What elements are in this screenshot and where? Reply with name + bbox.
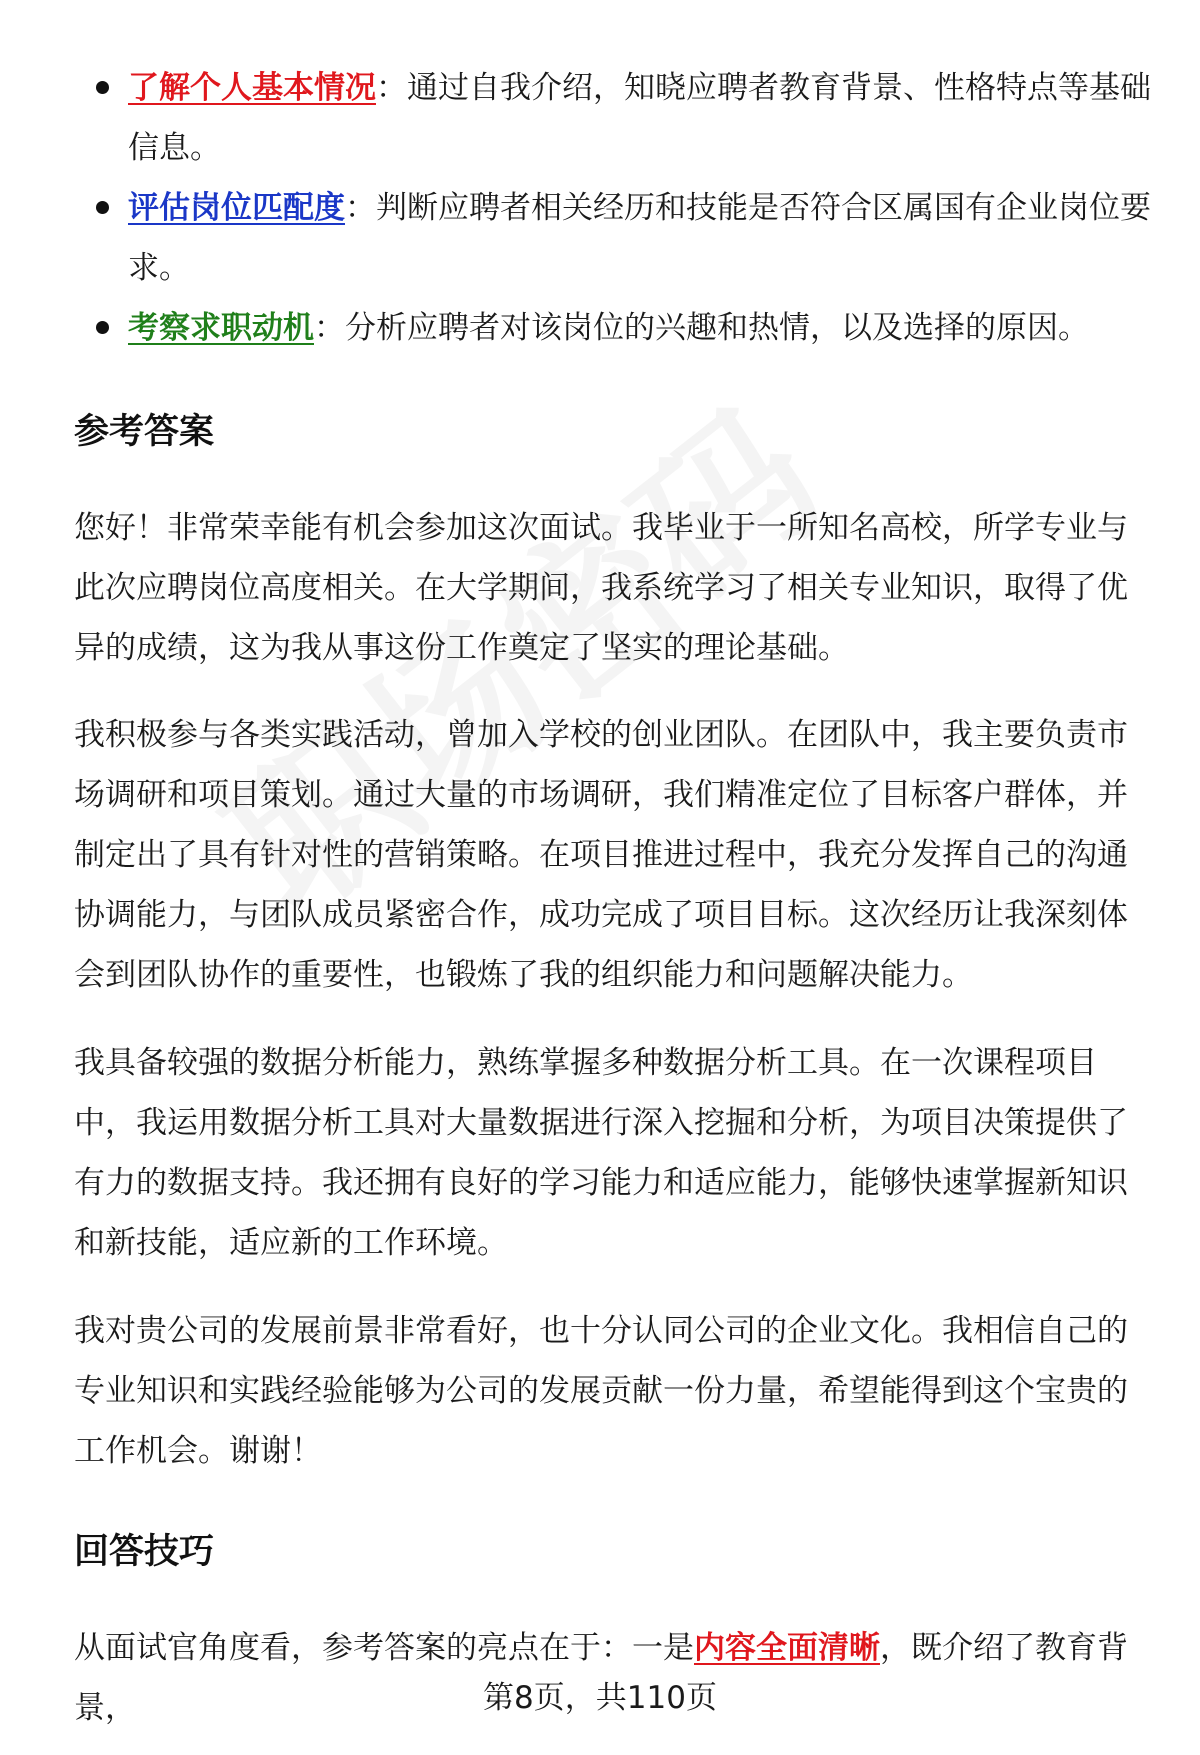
answer-paragraph: 我对贵公司的发展前景非常看好，也十分认同公司的企业文化。我相信自己的专业知识和实践经验能够为公司的发展贡献一份力量，希望能得到这个宝贵的工作机会。谢谢！ (74, 1313, 1128, 1469)
highlight-label: 评估岗位匹配度 (128, 190, 345, 226)
list-item-text: ：分析应聘者对该岗位的兴趣和热情，以及选择的原因。 (314, 310, 1089, 346)
section-heading-answer: 参考答案 (74, 412, 215, 452)
tips-lead: 从面试官角度看，参考答案的亮点在于：一是 (74, 1630, 694, 1666)
answer-paragraph: 我具备较强的数据分析能力，熟练掌握多种数据分析工具。在一次课程项目中，我运用数据分析工具对大量数据进行深入挖掘和分析，为项目决策提供了有力的数据支持。我还拥有良好的学习能力和适应能力，能够快速掌握新知识和新技能，适应新的工作环境。 (74, 1045, 1128, 1261)
list-item-text: ：通过自我介绍，知晓应聘者教育背景、性格特点等基础信息。 (128, 70, 1151, 166)
tips-tail: ，既介绍了教育背景， (74, 1630, 1128, 1726)
list-item-text: ：判断应聘者相关经历和技能是否符合区属国有企业岗位要求。 (128, 190, 1151, 286)
answer-paragraph: 您好！非常荣幸能有机会参加这次面试。我毕业于一所知名高校，所学专业与此次应聘岗位高度相关。在大学期间，我系统学习了相关专业知识，取得了优异的成绩，这为我从事这份工作奠定了坚实的理论基础。 (74, 510, 1128, 666)
answer-paragraph: 我积极参与各类实践活动，曾加入学校的创业团队。在团队中，我主要负责市场调研和项目策划。通过大量的市场调研，我们精准定位了目标客户群体，并制定出了具有针对性的营销策略。在项目推进过程中，我充分发挥自己的沟通协调能力，与团队成员紧密合作，成功完成了项目目标。这次经历让我深刻体会到团队协作的重要性，也锻炼了我的组织能力和问题解决能力。 (74, 717, 1128, 993)
bullet-dot-icon (96, 201, 109, 214)
bullet-dot-icon (96, 81, 109, 94)
list-item (74, 298, 1154, 358)
highlight-label: 考察求职动机 (128, 310, 314, 346)
highlight-label: 内容全面清晰 (694, 1630, 880, 1666)
section-heading-tips: 回答技巧 (74, 1532, 215, 1572)
page-number: 第8页，共110页 (483, 1680, 717, 1716)
list-item (74, 178, 1154, 298)
objectives-list (74, 58, 1154, 358)
bullet-dot-icon (96, 321, 109, 334)
list-item (74, 58, 1154, 178)
highlight-label: 了解个人基本情况 (128, 70, 376, 106)
